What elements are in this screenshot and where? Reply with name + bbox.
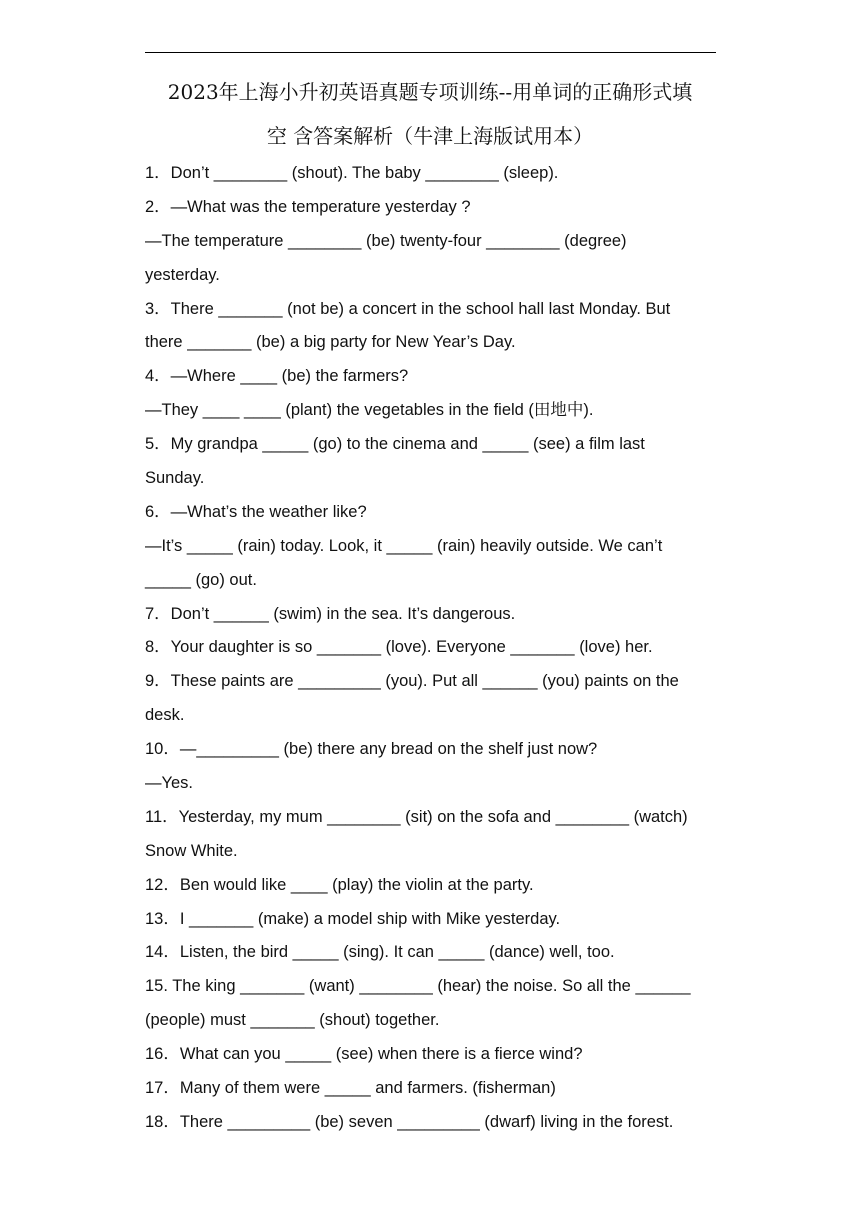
exercise-line: —It’s _____ (rain) today. Look, it _____ (rain) heavily outside. We can’t <box>145 536 663 555</box>
exercise-line: 14．Listen, the bird _____ (sing). It can _____ (dance) well, too. <box>145 943 615 962</box>
exercise-line: 13．I _______ (make) a model ship with Mike yesterday. <box>145 909 561 928</box>
exercise-line: 17．Many of them were _____ and farmers. (fisherman) <box>145 1079 556 1098</box>
exercise-line: 1．Don’t ________ (shout). The baby ________ (sleep). <box>145 164 559 182</box>
exercise-line: Snow White. <box>145 841 238 860</box>
exercise-line: 7．Don’t ______ (swim) in the sea. It’s dangerous. <box>145 604 516 623</box>
exercise-line: 3．There _______ (not be) a concert in the school hall last Monday. But <box>145 299 671 318</box>
exercise-line: 15. The king _______ (want) ________ (hear) the noise. So all the ______ <box>145 977 691 996</box>
exercise-line: 16．What can you _____ (see) when there is a fierce wind? <box>145 1045 583 1064</box>
exercise-line: 18．There _________ (be) seven _________ (dwarf) living in the forest. <box>145 1112 674 1131</box>
exercise-line: 12．Ben would like ____ (play) the violin at the party. <box>145 875 534 894</box>
exercise-line: 8．Your daughter is so _______ (love). Everyone _______ (love) her. <box>145 638 653 657</box>
exercise-line: —They ____ ____ (plant) the vegetables in the field (田地中). <box>145 401 594 420</box>
exercise-line: —Yes. <box>145 774 194 793</box>
document-title-line-2: 空 含答案解析（牛津上海版试用本） <box>266 124 594 148</box>
exercise-line: 11．Yesterday, my mum ________ (sit) on the sofa and ________ (watch) <box>145 807 688 826</box>
exercise-line: Sunday. <box>145 469 205 488</box>
exercise-list <box>145 159 725 1142</box>
exercise-line: yesterday. <box>145 265 220 284</box>
exercise-line: —The temperature ________ (be) twenty-four ________ (degree) <box>145 231 627 250</box>
document-title-line-1: 2023年上海小升初英语真题专项训练--用单词的正确形式填 <box>167 80 693 104</box>
exercise-line: desk. <box>145 706 185 725</box>
exercise-line: 2．—What was the temperature yesterday ? <box>145 197 471 216</box>
exercise-line: there _______ (be) a big party for New Year’s Day. <box>145 333 516 352</box>
exercise-line: 9．These paints are _________ (you). Put all ______ (you) paints on the <box>145 672 679 691</box>
exercise-line: 4．—Where ____ (be) the farmers? <box>145 367 409 386</box>
exercise-line: 10．—_________ (be) there any bread on the shelf just now? <box>145 740 598 759</box>
exercise-line: 6．—What’s the weather like? <box>145 502 367 521</box>
header-rule <box>145 52 716 53</box>
exercise-line: _____ (go) out. <box>145 570 257 589</box>
exercise-line: (people) must _______ (shout) together. <box>145 1011 440 1030</box>
exercise-line: 5．My grandpa _____ (go) to the cinema and _____ (see) a film last <box>145 435 645 454</box>
